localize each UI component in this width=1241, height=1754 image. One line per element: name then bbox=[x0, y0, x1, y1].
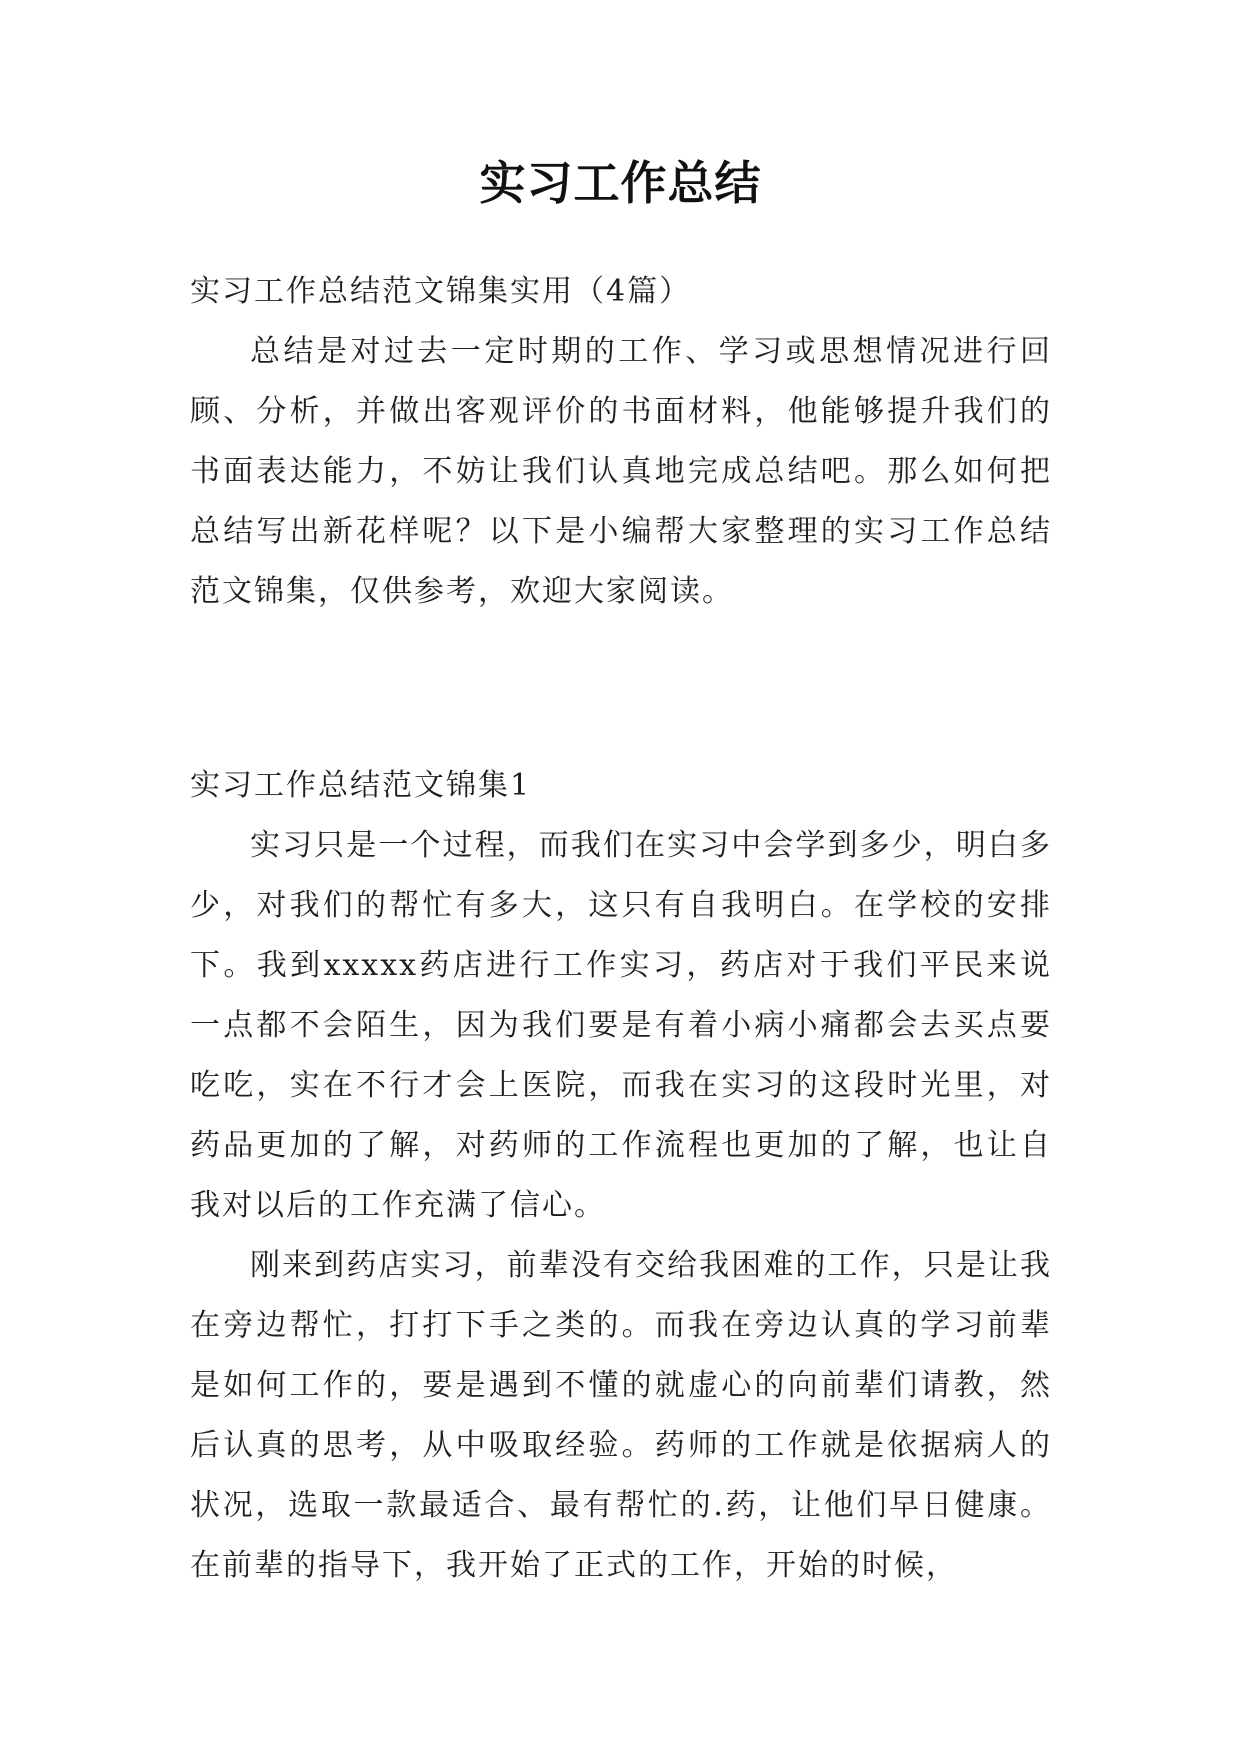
document-title: 实习工作总结 bbox=[479, 156, 762, 210]
article-paragraph: 实习只是一个过程，而我们在实习中会学到多少，明白多少，对我们的帮忙有多大，这只有自我明白。在学校的安排下。我到xxxxx药店进行工作实习，药店对于我们平民来说一点都不会陌生，因为我们要是有着小病小痛都会去买点要吃吃，实在不行才会上医院，而我在实习的这段时光里，对药品更加的了解，对药师的工作流程也更加的了解，也让自我对以后的工作充满了信心。 bbox=[190, 828, 1052, 1223]
article-heading: 实习工作总结范文锦集1 bbox=[190, 768, 532, 803]
article-section-1 bbox=[190, 756, 1052, 1596]
intro-section bbox=[190, 262, 1052, 622]
article-paragraph: 刚来到药店实习，前辈没有交给我困难的工作，只是让我在旁边帮忙，打打下手之类的。而我在旁边认真的学习前辈是如何工作的，要是遇到不懂的就虚心的向前辈们请教，然后认真的思考，从中吸取经验。药师的工作就是依据病人的状况，选取一款最适合、最有帮忙的.药，让他们早日健康。在前辈的指导下，我开始了正式的工作，开始的时候， bbox=[190, 1248, 1052, 1583]
intro-paragraph: 总结是对过去一定时期的工作、学习或思想情况进行回顾、分析，并做出客观评价的书面材料，他能够提升我们的书面表达能力，不妨让我们认真地完成总结吧。那么如何把总结写出新花样呢？以下是小编帮大家整理的实习工作总结范文锦集，仅供参考，欢迎大家阅读。 bbox=[190, 334, 1052, 609]
document-subtitle: 实习工作总结范文锦集实用（4篇） bbox=[190, 274, 692, 309]
